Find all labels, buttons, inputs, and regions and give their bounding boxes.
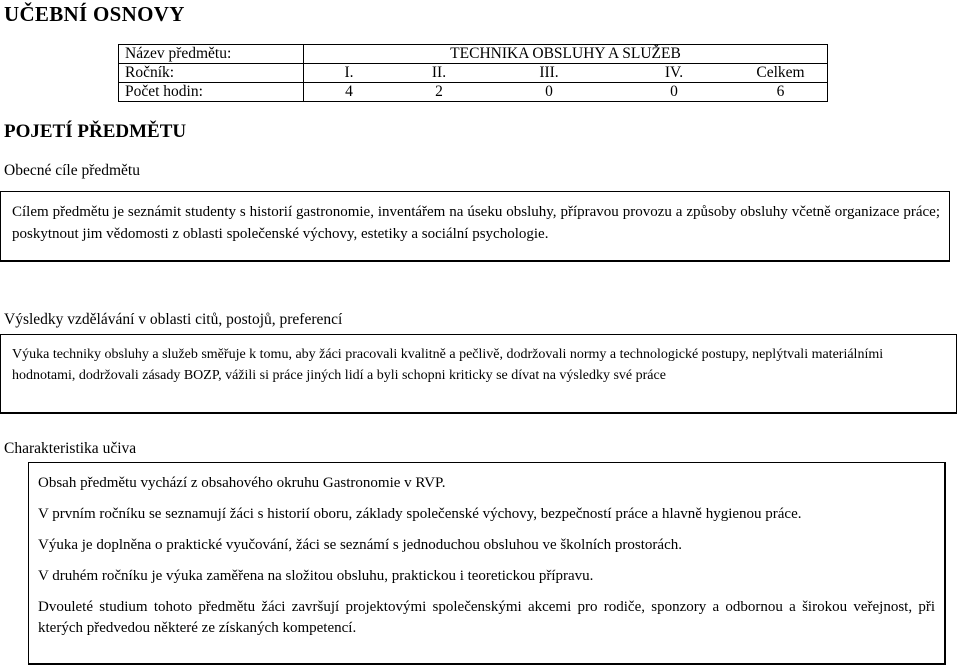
- results-text: Výuka techniky obsluhy a služeb směřuje k tomu, aby žáci pracovali kvalitně a pečlivě, dodržovali normy a technologické postupy, neplýtvali materiálními hodnotami, dodržovali zásady BOZP, vážili si práce jiných lidí a byli schopni kriticky se dívat na výsledky své práce: [12, 347, 884, 383]
- year-cell: II.: [394, 64, 484, 83]
- subject-info-table: [118, 44, 828, 102]
- table-row: [119, 45, 828, 64]
- hours-cell: 0: [484, 83, 614, 102]
- goals-box: [0, 191, 950, 262]
- year-cell: I.: [304, 64, 395, 83]
- characteristics-paragraph: Obsah předmětu vychází z obsahového okruhu Gastronomie v RVP.: [38, 475, 446, 491]
- characteristics-box: [28, 462, 946, 665]
- hours-cell: 4: [304, 83, 395, 102]
- characteristics-heading: Charakteristika učiva: [4, 440, 137, 457]
- goals-heading: Obecné cíle předmětu: [4, 162, 140, 179]
- year-label: Ročník:: [119, 64, 304, 83]
- results-heading: Výsledky vzdělávání v oblasti citů, postojů, preferencí: [4, 311, 343, 328]
- year-cell: III.: [484, 64, 614, 83]
- characteristics-paragraph: Dvouleté studium tohoto předmětu žáci završují projektovými společenskými akcemi pro rodiče, sponzory a odbornou a širokou veřejnost, při kterých předvedou některé ze získaných kompetencí.: [38, 599, 935, 636]
- hours-cell: 2: [394, 83, 484, 102]
- results-box: [0, 334, 957, 414]
- goals-text: Cílem předmětu je seznámit studenty s historií gastronomie, inventářem na úseku obsluhy, přípravou provozu a způsoby obsluhy včetně organizace práce; poskytnout jim vědomosti z oblasti společenské výchovy, estetiky a sociální psychologie.: [12, 204, 940, 242]
- hours-label: Počet hodin:: [119, 83, 304, 102]
- subject-name-label: Název předmětu:: [119, 45, 304, 64]
- section-heading-concept: POJETÍ PŘEDMĚTU: [4, 121, 187, 142]
- hours-cell: 0: [614, 83, 734, 102]
- subject-name-value: TECHNIKA OBSLUHY A SLUŽEB: [304, 45, 828, 64]
- characteristics-paragraph: V druhém ročníku je výuka zaměřena na složitou obsluhu, praktickou i teoretickou přípravu.: [38, 568, 594, 584]
- characteristics-paragraph: V prvním ročníku se seznamují žáci s historií oboru, základy společenské výchovy, bezpečností práce a hlavně hygienou práce.: [38, 506, 802, 522]
- year-cell: IV.: [614, 64, 734, 83]
- characteristics-paragraph: Výuka je doplněna o praktické vyučování, žáci se seznámí s jednoduchou obsluhou ve školních prostorách.: [38, 537, 682, 553]
- document-title: UČEBNÍ OSNOVY: [4, 2, 185, 26]
- table-row: [119, 64, 828, 83]
- hours-total-cell: 6: [734, 83, 828, 102]
- total-header-cell: Celkem: [734, 64, 828, 83]
- table-row: [119, 83, 828, 102]
